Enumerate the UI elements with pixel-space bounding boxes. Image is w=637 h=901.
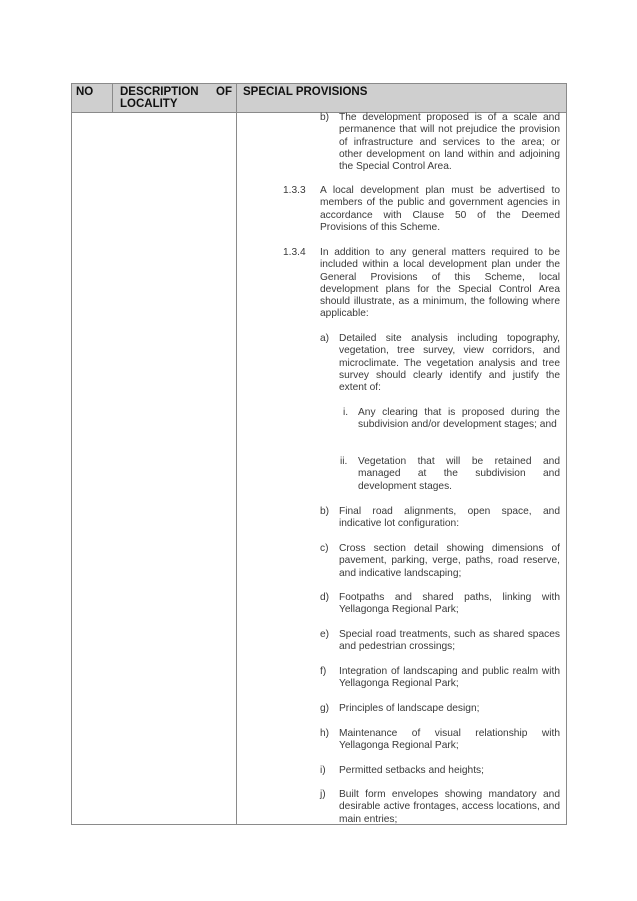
subitem-text: Vegetation that will be retained and managed at the subdivision and development stages.: [358, 456, 560, 492]
item-text: Integration of landscaping and public realm with Yellagonga Regional Park;: [339, 666, 560, 690]
item-label: d): [320, 592, 330, 603]
item-label: e): [320, 629, 330, 640]
item-text: Special road treatments, such as shared spaces and pedestrian crossings;: [339, 629, 560, 653]
item-label: b): [320, 506, 330, 517]
header-description: DESCRIPTION OF LOCALITY: [120, 86, 232, 110]
item-text: Footpaths and shared paths, linking with Yellagonga Regional Park;: [339, 592, 560, 616]
subitem-label: ii.: [340, 456, 348, 467]
item-label: g): [320, 703, 330, 714]
item-text: Built form envelopes showing mandatory and desirable active frontages, access locations, and main entries;: [339, 789, 560, 825]
clause-number: 1.3.3: [283, 185, 306, 196]
item-label: j): [320, 789, 326, 800]
header-no: NO: [76, 86, 94, 98]
item-label: a): [320, 333, 330, 344]
item-text: Principles of landscape design;: [339, 703, 480, 714]
item-label: f): [320, 666, 327, 677]
subitem-label: i.: [343, 407, 349, 418]
item-text: Permitted setbacks and heights;: [339, 765, 484, 776]
item-text: The development proposed is of a scale and permanence that will not prejudice the provision of infrastructure and services to the area; or other development on land within and adjoining the Special Control Area.: [339, 112, 560, 173]
item-text: Final road alignments, open space, and indicative lot configuration:: [339, 506, 560, 530]
item-label: i): [320, 765, 326, 776]
clause-text: A local development plan must be advertised to members of the public and government agencies in accordance with Clause 50 of the Deemed Provisions of this Scheme.: [320, 185, 560, 233]
item-label: c): [320, 543, 329, 554]
item-text: Cross section detail showing dimensions of pavement, parking, verge, paths, road reserve, and indicative landscaping;: [339, 543, 560, 579]
item-label: b): [320, 112, 330, 123]
item-label: h): [320, 728, 330, 739]
item-text: Detailed site analysis including topography, vegetation, tree survey, view corridors, and microclimate. The vegetation analysis and tree survey should clearly identify and justify the extent of:: [339, 333, 560, 394]
header-special-provisions: SPECIAL PROVISIONS: [243, 86, 368, 98]
clause-number: 1.3.4: [283, 247, 306, 258]
item-text: Maintenance of visual relationship with Yellagonga Regional Park;: [339, 728, 560, 752]
clause-text: In addition to any general matters required to be included within a local development plan under the General Provisions of this Scheme, local development plans for the Special Control Area should illustrate, as a minimum, the following where applicable:: [320, 247, 560, 320]
subitem-text: Any clearing that is proposed during the subdivision and/or development stages; and: [358, 407, 560, 431]
